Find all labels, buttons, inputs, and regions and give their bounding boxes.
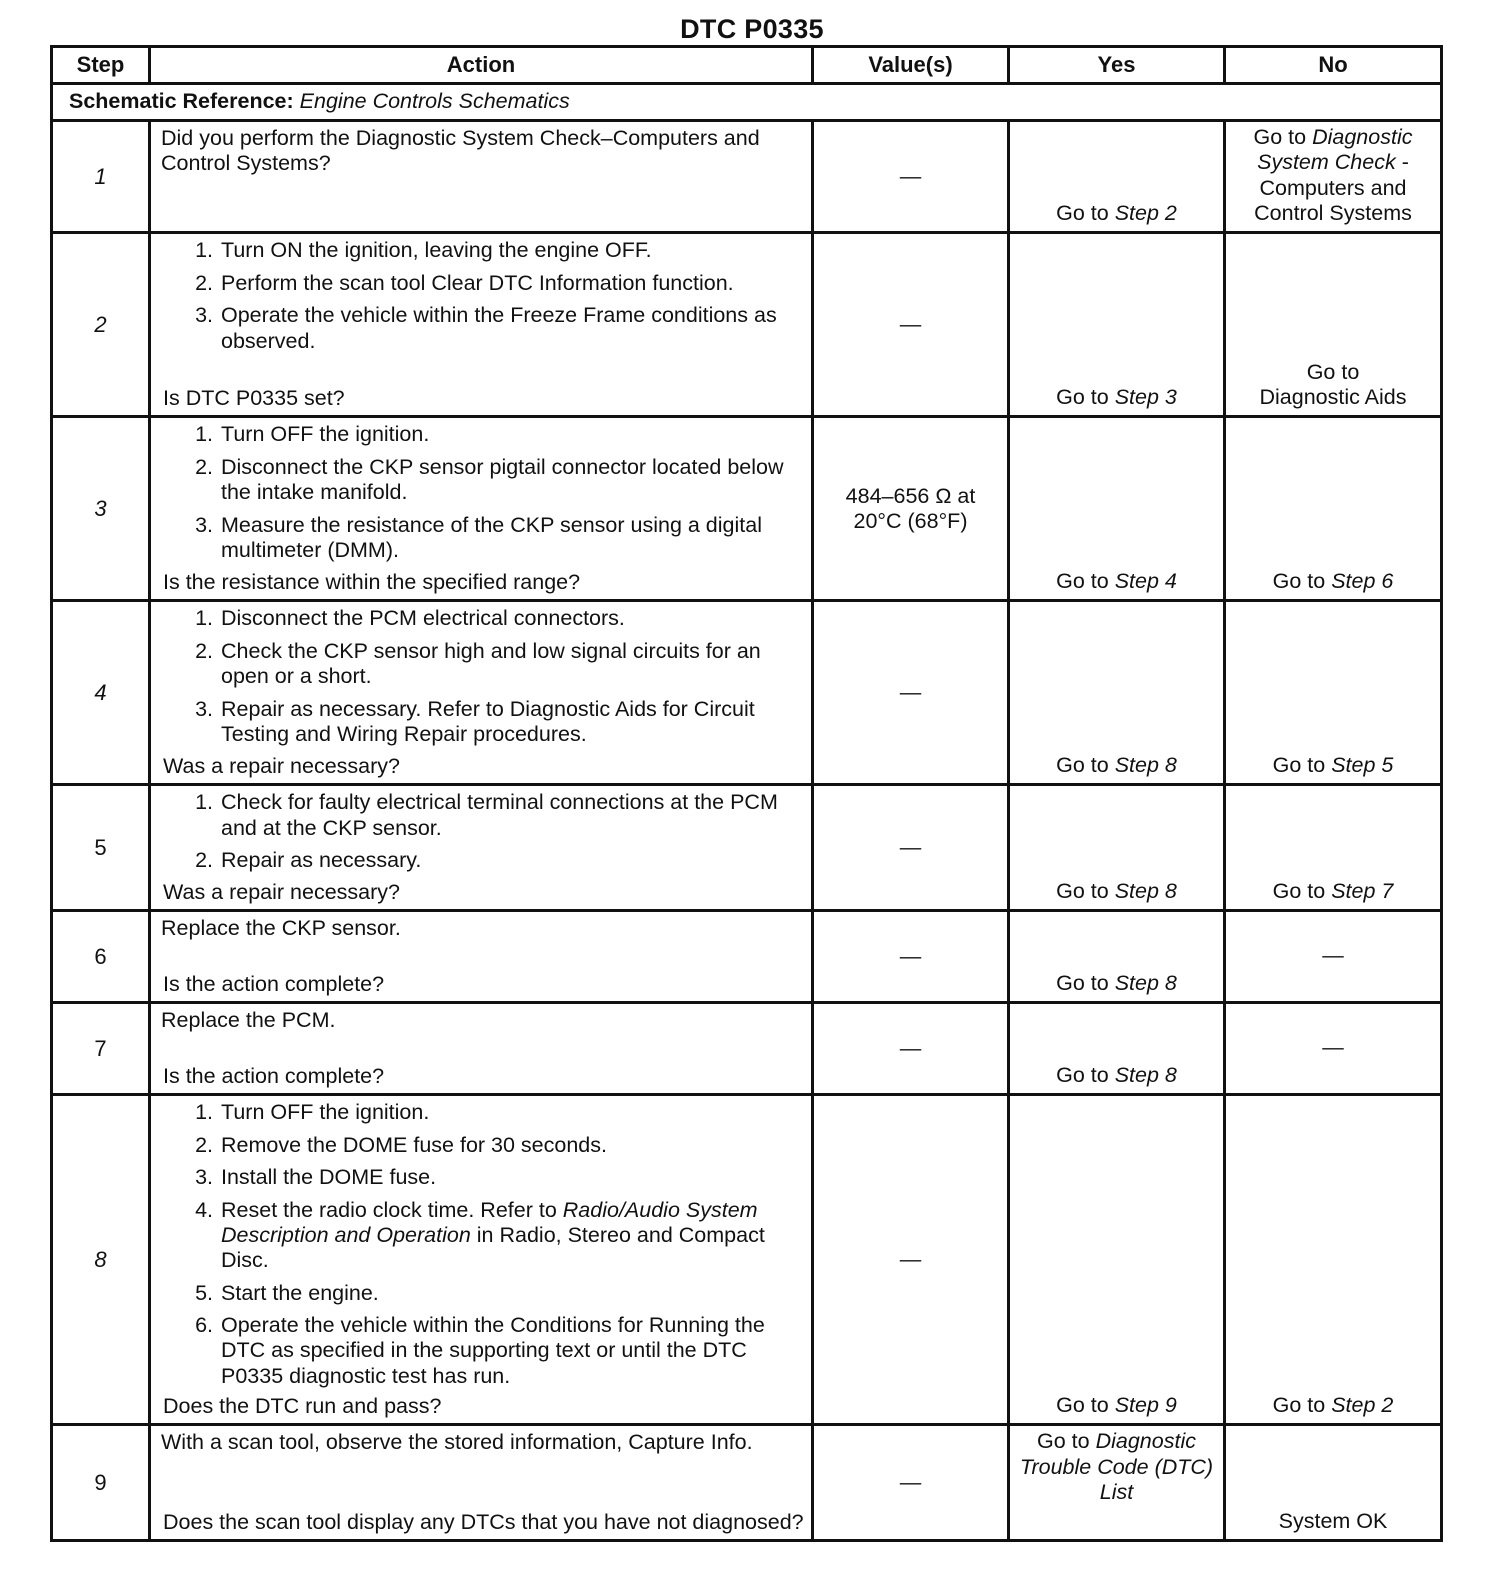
action-text: With a scan tool, observe the stored information, Capture Info. (161, 1430, 753, 1455)
yes-cell (1009, 121, 1225, 233)
yes-cell (1009, 601, 1225, 785)
step-number: 3 (52, 417, 150, 601)
no-cell (1225, 601, 1442, 785)
step-number: 5 (52, 785, 150, 911)
action-step: 2. Repair as necessary. (219, 848, 803, 873)
value-cell: — (813, 233, 1009, 417)
step-number: 1 (52, 121, 150, 233)
yes-prefix: Go to (1056, 753, 1109, 778)
action-step: 2. Perform the scan tool Clear DTC Information function. (219, 271, 803, 296)
no-link: Step 6 (1331, 569, 1394, 594)
yes-link: Step 2 (1114, 201, 1177, 226)
no-prefix: Go to (1272, 569, 1326, 594)
action-cell (150, 121, 813, 233)
action-question: Does the DTC run and pass? (163, 1394, 442, 1419)
action-question: Does the scan tool display any DTCs that you have not diagnosed? (163, 1510, 804, 1535)
no-suffix: Computers and Control Systems (1254, 175, 1412, 226)
no-link: Step 7 (1331, 879, 1394, 904)
action-step: 5. Start the engine. (219, 1281, 803, 1306)
no-cell (1225, 1095, 1442, 1425)
action-step: 1. Check for faulty electrical terminal connections at the PCM and at the CKP sensor. (219, 790, 803, 841)
action-text: Replace the CKP sensor. (161, 916, 401, 941)
header-values: Value(s) (813, 47, 1009, 84)
action-step: 6. Operate the vehicle within the Conditions for Running the DTC as specified in the supporting text or until the DTC P0335 diagnostic test has run. (219, 1313, 803, 1389)
value-cell: — (813, 785, 1009, 911)
action-step: 3. Repair as necessary. Refer to Diagnostic Aids for Circuit Testing and Wiring Repair procedures. (219, 697, 803, 748)
no-prefix: Go to (1253, 125, 1307, 149)
step-number: 8 (52, 1095, 150, 1425)
step4-text-a: Reset the radio clock time. Refer to (221, 1197, 557, 1222)
yes-link: Step 8 (1114, 971, 1177, 996)
header-action: Action (150, 47, 813, 84)
action-step: 1. Turn OFF the ignition. (219, 1100, 803, 1125)
page-title: DTC P0335 (680, 14, 824, 44)
action-text: Replace the PCM. (161, 1008, 336, 1033)
action-step: 3. Measure the resistance of the CKP sensor using a digital multimeter (DMM). (219, 513, 803, 564)
no-cell: System OK (1225, 1425, 1442, 1541)
step4-reference: Radio/Audio System Description and Operation (221, 1197, 758, 1247)
yes-prefix: Go to (1056, 1393, 1109, 1418)
action-step: 1. Turn ON the ignition, leaving the engine OFF. (219, 238, 803, 263)
table-row (52, 1003, 1442, 1095)
table-row (52, 785, 1442, 911)
table-row (52, 121, 1442, 233)
yes-cell (1009, 233, 1225, 417)
no-link: Diagnostic System Check (1257, 125, 1413, 175)
no-cell: — (1225, 1003, 1442, 1095)
no-cell (1225, 121, 1442, 233)
value-cell: — (813, 1425, 1009, 1541)
value-cell: — (813, 601, 1009, 785)
header-step: Step (52, 47, 150, 84)
action-question: Was a repair necessary? (163, 880, 400, 905)
value-line1: 484–656 Ω at (845, 483, 976, 508)
schematic-ref: Engine Controls Schematics (299, 89, 570, 114)
schematic-reference (52, 84, 1442, 121)
action-steps (161, 422, 803, 563)
table-row (52, 601, 1442, 785)
no-suffix-dash: - (1401, 150, 1409, 175)
yes-cell (1009, 911, 1225, 1003)
no-line2: Diagnostic Aids (1259, 385, 1407, 410)
action-step (219, 1198, 803, 1274)
yes-link: Step 4 (1114, 569, 1177, 594)
action-question: Is the action complete? (163, 1064, 385, 1089)
no-line1: Go to (1306, 359, 1360, 384)
yes-link: Step 8 (1114, 1063, 1177, 1088)
action-cell (150, 1425, 813, 1541)
header-no: No (1225, 47, 1442, 84)
step-number: 9 (52, 1425, 150, 1541)
yes-prefix: Go to (1056, 879, 1109, 904)
yes-prefix: Go to (1056, 385, 1109, 410)
yes-link: Step 8 (1114, 879, 1177, 904)
value-cell: — (813, 1095, 1009, 1425)
action-steps (161, 238, 803, 353)
no-link: Step 5 (1331, 753, 1394, 778)
header-yes: Yes (1009, 47, 1225, 84)
action-question: Is the action complete? (163, 972, 385, 997)
action-step: 2. Remove the DOME fuse for 30 seconds. (219, 1133, 803, 1158)
action-step: 1. Turn OFF the ignition. (219, 422, 803, 447)
no-cell (1225, 233, 1442, 417)
no-cell (1225, 785, 1442, 911)
no-cell (1225, 417, 1442, 601)
dtc-table (50, 45, 1443, 1542)
yes-cell (1009, 1425, 1225, 1541)
yes-prefix: Go to (1037, 1429, 1090, 1454)
table-row (52, 1095, 1442, 1425)
yes-prefix: Go to (1056, 1063, 1109, 1088)
value-cell: — (813, 911, 1009, 1003)
action-cell (150, 785, 813, 911)
action-step: 1. Disconnect the PCM electrical connectors. (219, 606, 803, 631)
no-prefix: Go to (1272, 1393, 1326, 1418)
action-cell (150, 233, 813, 417)
yes-prefix: Go to (1056, 569, 1109, 594)
action-steps (161, 606, 803, 747)
yes-prefix: Go to (1056, 201, 1109, 226)
action-question: Is DTC P0335 set? (163, 386, 345, 411)
action-cell (150, 601, 813, 785)
table-row (52, 911, 1442, 1003)
action-step: 3. Operate the vehicle within the Freeze Frame conditions as observed. (219, 303, 803, 354)
step-number: 6 (52, 911, 150, 1003)
action-cell (150, 417, 813, 601)
step-number: 2 (52, 233, 150, 417)
action-step: 2. Disconnect the CKP sensor pigtail connector located below the intake manifold. (219, 455, 803, 506)
action-steps (161, 790, 803, 873)
action-cell (150, 911, 813, 1003)
schematic-label: Schematic Reference: (69, 89, 294, 114)
table-row (52, 1425, 1442, 1541)
yes-cell (1009, 417, 1225, 601)
schematic-row (52, 84, 1442, 121)
header-row (52, 47, 1442, 84)
yes-cell (1009, 1095, 1225, 1425)
no-cell: — (1225, 911, 1442, 1003)
action-question: Was a repair necessary? (163, 754, 400, 779)
step-number: 7 (52, 1003, 150, 1095)
no-prefix: Go to (1272, 753, 1326, 778)
step4-text-b: in Radio, Stereo and Compact Disc. (221, 1222, 765, 1273)
value-cell (813, 417, 1009, 601)
action-step: 3. Install the DOME fuse. (219, 1165, 803, 1190)
value-cell: — (813, 121, 1009, 233)
yes-cell (1009, 785, 1225, 911)
action-step: 2. Check the CKP sensor high and low signal circuits for an open or a short. (219, 639, 803, 690)
yes-link: Diagnostic Trouble Code (DTC) List (1019, 1429, 1214, 1505)
yes-prefix: Go to (1056, 971, 1109, 996)
step-number: 4 (52, 601, 150, 785)
value-line2: 20°C (68°F) (853, 508, 968, 533)
yes-link: Step 9 (1114, 1393, 1177, 1418)
no-link: Step 2 (1331, 1393, 1394, 1418)
action-steps (161, 1100, 803, 1389)
table-row (52, 233, 1442, 417)
no-prefix: Go to (1272, 879, 1326, 904)
action-question: Is the resistance within the specified range? (163, 570, 581, 595)
action-cell (150, 1095, 813, 1425)
yes-cell (1009, 1003, 1225, 1095)
table-row (52, 417, 1442, 601)
yes-link: Step 3 (1114, 385, 1177, 410)
action-text: Did you perform the Diagnostic System Check–Computers and Control Systems? (161, 126, 760, 176)
action-cell (150, 1003, 813, 1095)
yes-link: Step 8 (1114, 753, 1177, 778)
value-cell: — (813, 1003, 1009, 1095)
